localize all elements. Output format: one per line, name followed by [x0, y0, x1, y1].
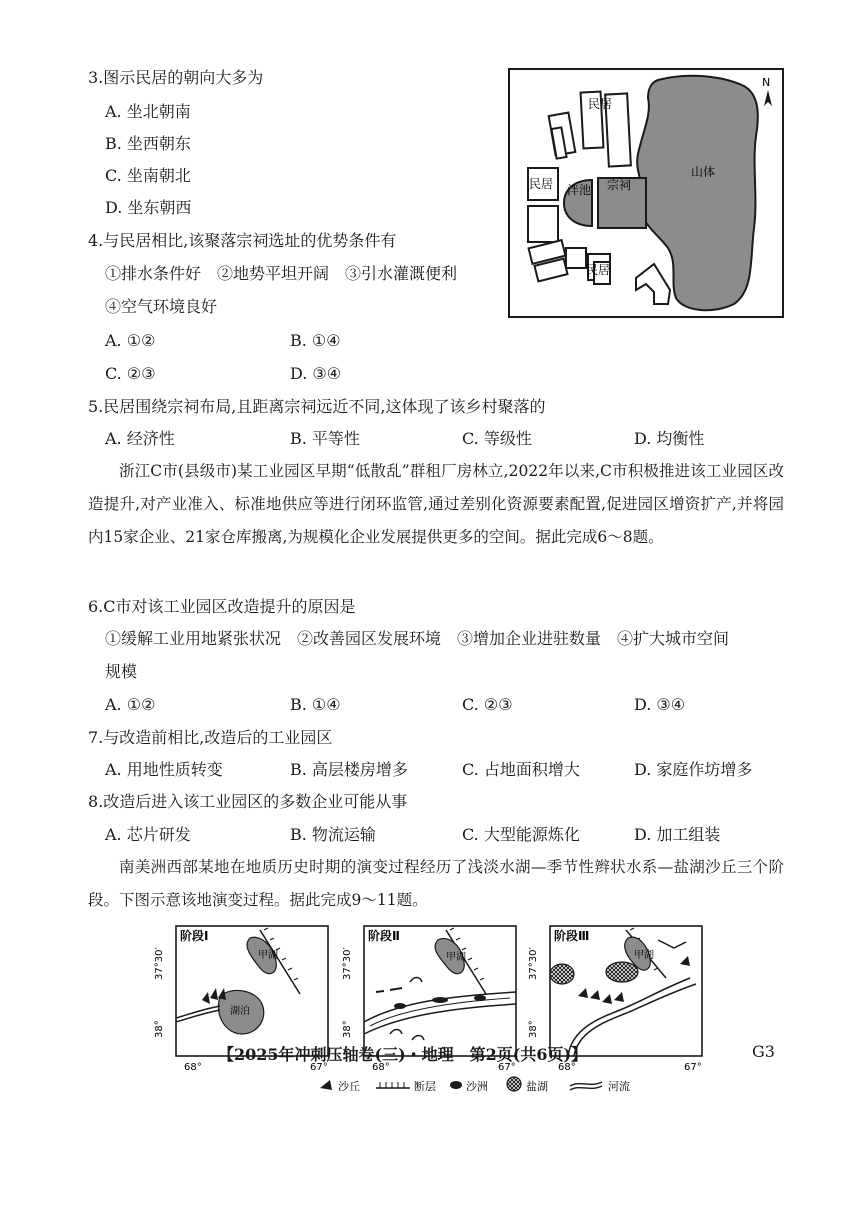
salt-lake-icon	[507, 1077, 521, 1091]
residence-top-label: 民居	[588, 97, 613, 111]
q3-option-b: B. 坐西朝东	[105, 134, 191, 153]
stage-1-lon-right: 67°	[310, 1062, 328, 1073]
stage-maps-figure	[150, 918, 720, 1096]
passage-6-8: 浙江C市(县级市)某工业园区早期“低散乱”群租厂房林立,2022年以来,C市积极推进该工业园区改造提升,对产业准入、标准地供应等进行闭环监管,通过差别化资源要素配置,促进园区增资扩产,并将园内15家企业、21家仓库搬离,为规模化企业发展提供更多的空间。据此完成6～8题。	[88, 462, 784, 546]
pond-label: 泮池	[567, 183, 592, 197]
stage-2-lon-left: 68°	[372, 1062, 390, 1073]
mountain-label: 山体	[691, 165, 716, 179]
q3-option-a: A. 坐北朝南	[105, 102, 191, 121]
q3-stem: 3.图示民居的朝向大多为	[88, 68, 264, 87]
q4-items-line2: ④空气环境良好	[105, 297, 218, 316]
north-label: N	[762, 76, 771, 89]
legend-river: 河流	[608, 1080, 630, 1093]
q6-items-line1: ①缓解工业用地紧张状况 ②改善园区发展环境 ③增加企业进驻数量 ④扩大城市空间	[105, 629, 730, 648]
dune-icon	[320, 1080, 332, 1090]
q7-option-b: B. 高层楼房增多	[290, 760, 408, 779]
q6-option-a: A. ①②	[105, 695, 156, 714]
stage-3-lat-top: 37°30′	[528, 947, 539, 980]
stage-1-lat-bottom: 38°	[154, 1020, 165, 1038]
stage-maps-legend	[320, 1077, 630, 1093]
fault-icon	[376, 1082, 410, 1088]
q4-items-line1: ①排水条件好 ②地势平坦开阔 ③引水灌溉便利	[105, 264, 458, 283]
stage-2-lon-right: 67°	[498, 1062, 516, 1073]
legend-fault: 断层	[414, 1080, 436, 1093]
stage-3-jia-label: 甲湖	[634, 950, 654, 961]
q7-option-c: C. 占地面积增大	[462, 760, 580, 779]
q6-option-c: C. ②③	[462, 695, 513, 714]
legend-sandbar: 沙洲	[466, 1080, 488, 1093]
stage-3-lon-right: 67°	[684, 1062, 702, 1073]
q4-option-a: A. ①②	[105, 331, 156, 350]
stage-3-lat-bottom: 38°	[528, 1020, 539, 1038]
passage-9-11: 南美洲西部某地在地质历史时期的演变过程经历了浅淡水湖—季节性辫状水系—盐湖沙丘三个阶段。下图示意该地演变过程。据此完成9～11题。	[88, 858, 784, 909]
q5-option-d: D. 均衡性	[634, 429, 705, 448]
q6-items-line2: 规模	[105, 662, 138, 681]
q8-option-c: C. 大型能源炼化	[462, 825, 580, 844]
q8-option-d: D. 加工组装	[634, 825, 721, 844]
legend-dune: 沙丘	[338, 1080, 360, 1093]
q8-option-a: A. 芯片研发	[105, 825, 191, 844]
residence-bottom-label: 民居	[586, 263, 611, 277]
q5-option-a: A. 经济性	[105, 429, 175, 448]
ancestral-hall-label: 宗祠	[607, 178, 632, 192]
q5-stem: 5.民居围绕宗祠布局,且距离宗祠远近不同,这体现了该乡村聚落的	[88, 397, 546, 416]
q3-option-c: C. 坐南朝北	[105, 166, 191, 185]
q7-option-a: A. 用地性质转变	[105, 760, 223, 779]
q4-option-b: B. ①④	[290, 331, 341, 350]
q4-stem: 4.与民居相比,该聚落宗祠选址的优势条件有	[88, 231, 397, 250]
q6-option-b: B. ①④	[290, 695, 341, 714]
stage-3-lon-left: 68°	[558, 1062, 576, 1073]
village-map	[508, 68, 784, 318]
q4-option-d: D. ③④	[290, 364, 342, 383]
q6-stem: 6.C市对该工业园区改造提升的原因是	[88, 597, 356, 616]
q5-option-c: C. 等级性	[462, 429, 532, 448]
q8-stem: 8.改造后进入该工业园区的多数企业可能从事	[88, 792, 408, 811]
q7-stem: 7.与改造前相比,改造后的工业园区	[88, 728, 333, 747]
legend-salt-lake: 盐湖	[526, 1080, 548, 1093]
stage-1-lon-left: 68°	[184, 1062, 202, 1073]
stage-2-title: 阶段Ⅱ	[368, 929, 400, 943]
q3-option-d: D. 坐东朝西	[105, 198, 192, 217]
q8-option-b: B. 物流运输	[290, 825, 376, 844]
stage-3-title: 阶段Ⅲ	[554, 929, 590, 943]
q5-option-b: B. 平等性	[290, 429, 360, 448]
q4-option-c: C. ②③	[105, 364, 156, 383]
stage-2-jia-label: 甲湖	[446, 952, 466, 963]
residence-left-label: 民居	[529, 177, 554, 191]
stage-2-lat-bottom: 38°	[342, 1020, 353, 1038]
river-icon	[570, 1082, 602, 1090]
stage-1-title: 阶段Ⅰ	[180, 929, 209, 943]
q7-option-d: D. 家庭作坊增多	[634, 760, 753, 779]
stage-1-lake-label: 湖泊	[230, 1006, 250, 1017]
stage-2-lat-top: 37°30′	[342, 947, 353, 980]
stage-1-jia-label: 甲湖	[258, 950, 278, 961]
stage-1-lat-top: 37°30′	[154, 947, 165, 980]
footer-code: G3	[752, 1042, 775, 1061]
q6-option-d: D. ③④	[634, 695, 686, 714]
sandbar-icon	[450, 1081, 462, 1089]
footer-title: 【2025年冲刺压轴卷(三)・地理 第2页(共6页)】	[218, 1045, 588, 1064]
